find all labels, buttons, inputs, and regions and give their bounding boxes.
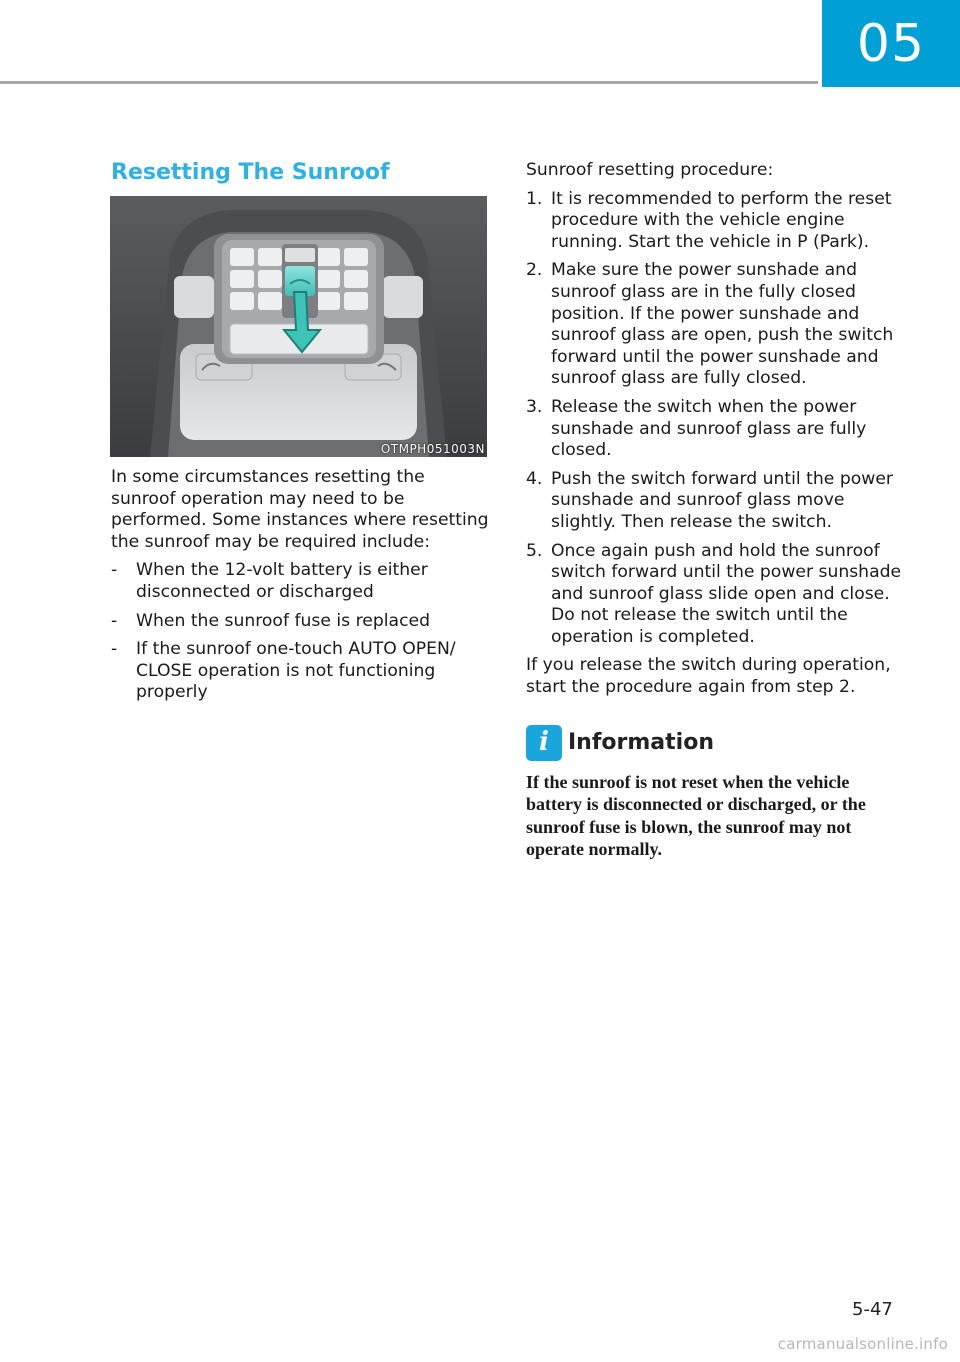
information-title: Information — [568, 729, 714, 755]
step-text: Make sure the power sunshade and sunroof glass are in the fully closed position. If the power sunshade and sunroof glass are open, push the switch forward until the power sunshade and sunroof glass are fully closed. — [551, 260, 894, 389]
sunroof-switch-figure — [110, 196, 487, 457]
step-item — [526, 189, 908, 254]
header-rule — [0, 81, 818, 84]
step-text: It is recommended to perform the reset procedure with the vehicle engine running. Start the vehicle in P (Park). — [551, 188, 892, 252]
list-item-text: When the sunroof fuse is replaced — [136, 610, 431, 631]
list-item — [111, 560, 491, 603]
information-text: If the sunroof is not reset when the vehicle battery is disconnected or discharged, or the sunroof fuse is blown, the sunroof may not operate normally. — [526, 771, 866, 860]
step-text: Push the switch forward until the power sunshade and sunroof glass move slightly. Then release the switch. — [551, 468, 893, 532]
procedure-title: Sunroof resetting procedure: — [526, 160, 774, 180]
dash-marker: - — [111, 610, 118, 631]
info-icon: i — [526, 725, 562, 761]
figure-code: OTMPH051003N — [380, 442, 485, 456]
step-item — [526, 541, 908, 649]
step-item — [526, 397, 908, 462]
list-item-text: If the sunroof one-touch AUTO OPEN/ CLOSE operation is not functioning properly — [136, 639, 456, 703]
information-header — [526, 725, 908, 761]
list-item — [111, 611, 491, 633]
step-number: 5. — [526, 540, 543, 561]
list-item-text: When the 12-volt battery is either disconnected or discharged — [136, 560, 428, 602]
overhead-console-illustration — [110, 196, 487, 457]
dash-marker: - — [111, 560, 118, 581]
dash-marker: - — [111, 639, 118, 660]
list-item — [111, 639, 491, 704]
chapter-tab: 05 — [822, 0, 960, 87]
page-number: 5-47 — [852, 1299, 893, 1320]
step-item — [526, 260, 908, 390]
left-column — [111, 467, 491, 704]
intro-paragraph: In some circumstances resetting the sunroof operation may need to be performed. Some instances where resetting the sunroof may be required include: — [111, 467, 489, 552]
section-title: Resetting The Sunroof — [111, 160, 390, 185]
procedure-steps — [526, 189, 908, 649]
restart-note: If you release the switch during operation, start the procedure again from step 2. — [526, 655, 891, 698]
step-number: 3. — [526, 396, 543, 417]
step-text: Release the switch when the power sunshade and sunroof glass are fully closed. — [551, 396, 867, 461]
conditions-list — [111, 560, 491, 704]
right-column — [526, 160, 908, 861]
step-number: 2. — [526, 260, 543, 281]
site-watermark: carmanualsonline.info — [777, 1335, 948, 1353]
step-number: 4. — [526, 468, 543, 489]
step-text: Once again push and hold the sunroof switch forward until the power sunshade and sunroof glass slide open and close. Do not release the switch until the operation is completed. — [551, 540, 902, 647]
step-item — [526, 469, 908, 534]
step-number: 1. — [526, 188, 543, 209]
